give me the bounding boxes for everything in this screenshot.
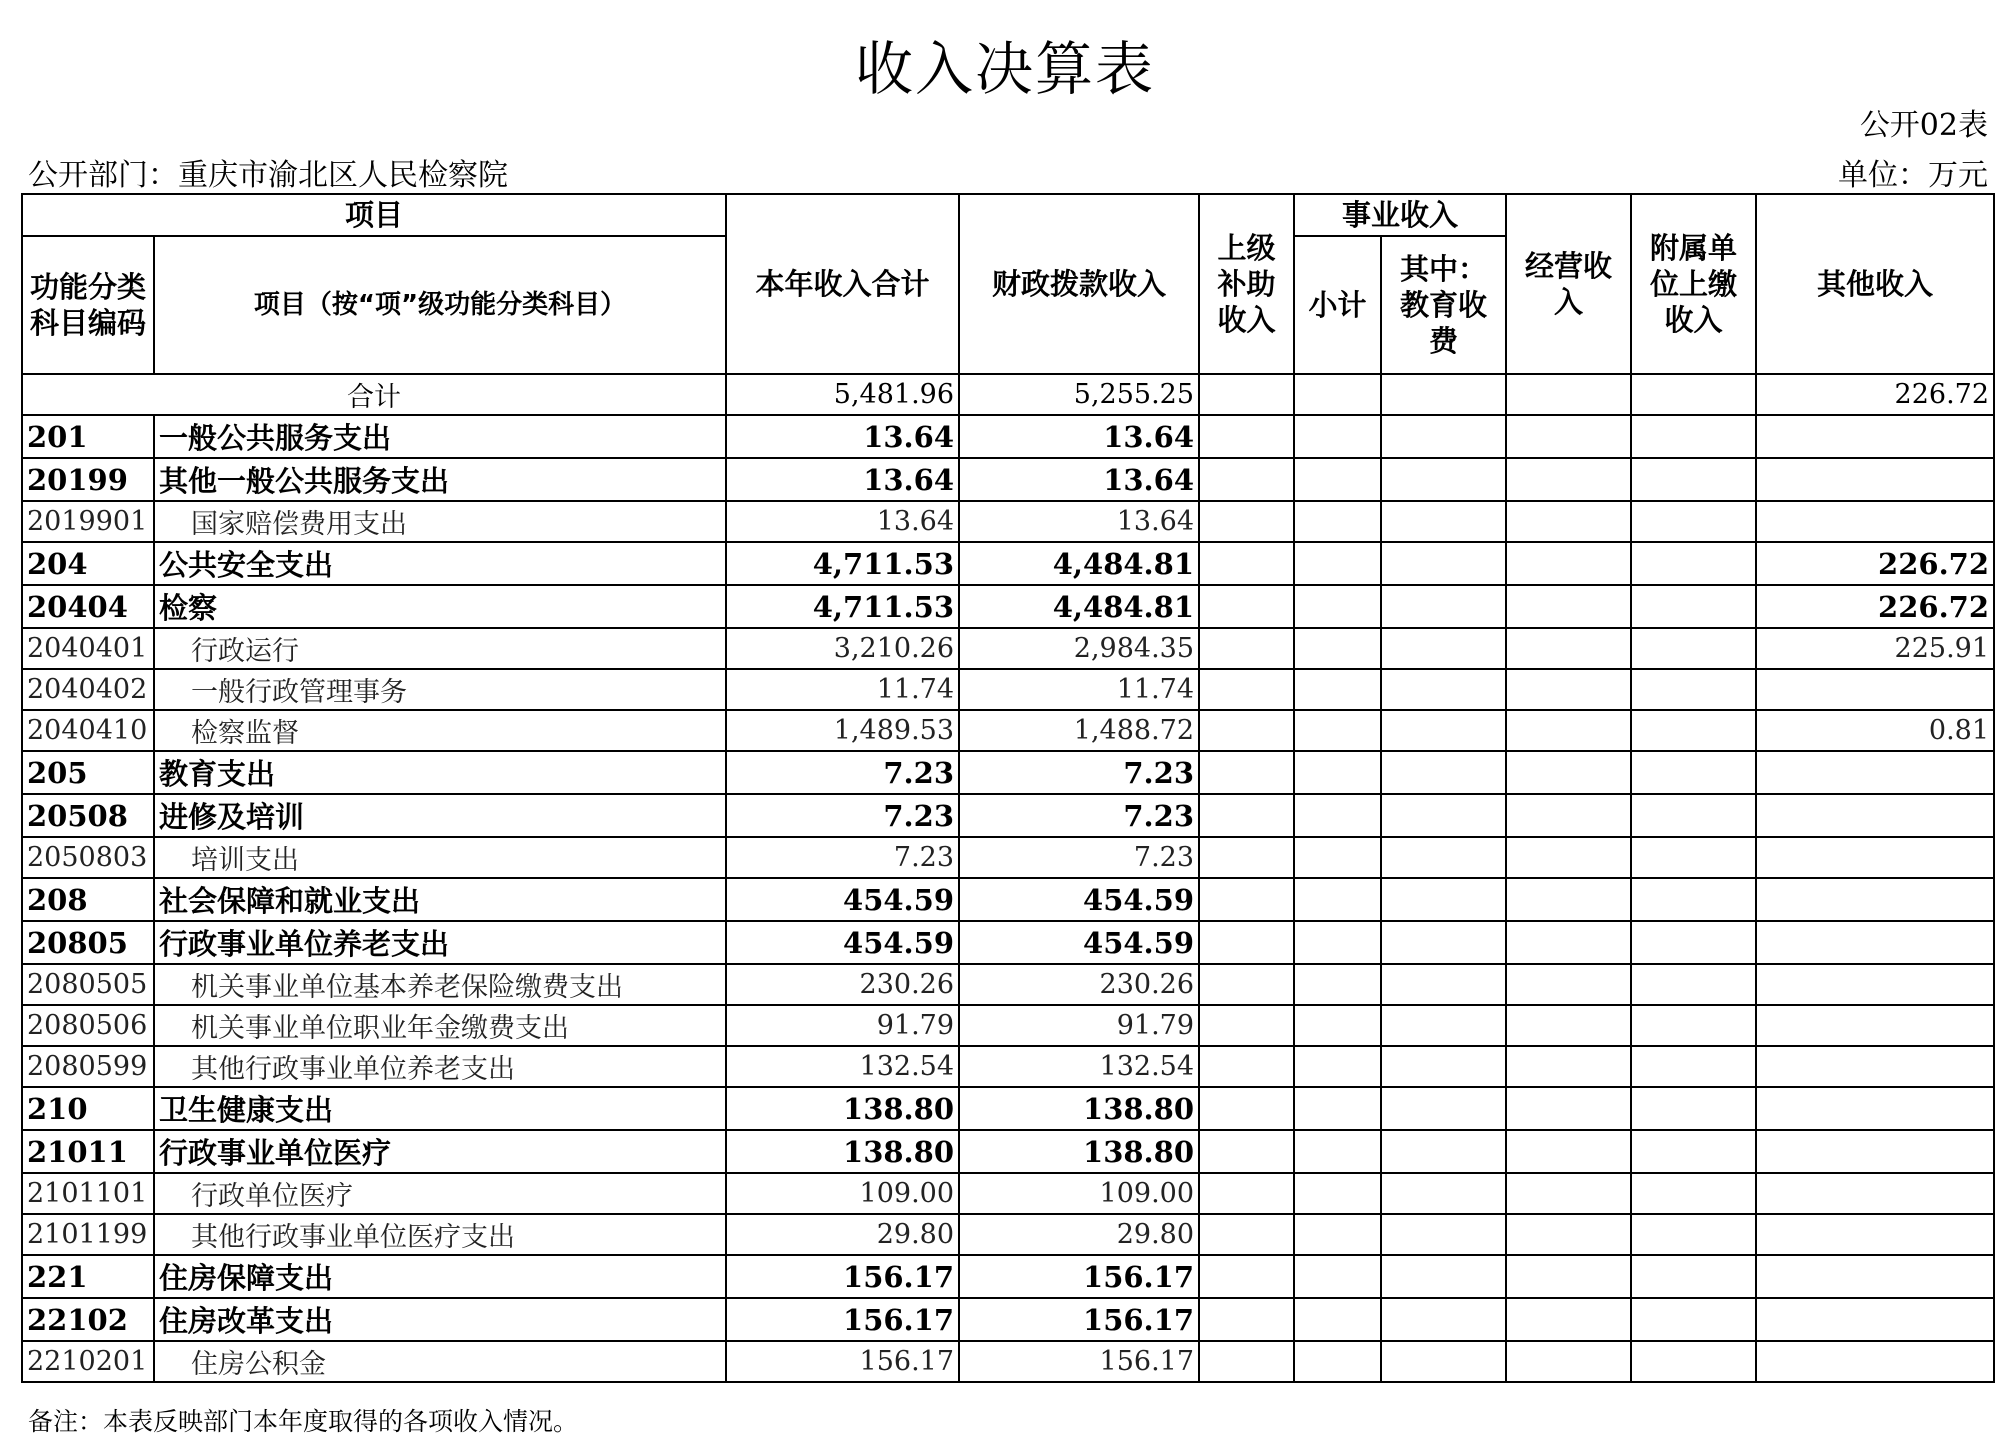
row-code: 21011	[22, 1130, 154, 1173]
row-education	[1381, 964, 1506, 1005]
row-superior	[1199, 751, 1294, 794]
row-affiliated	[1631, 794, 1756, 837]
table-row	[22, 458, 1994, 501]
row-subtotal	[1294, 628, 1381, 669]
row-other: 226.72	[1756, 585, 1994, 628]
row-code: 2050803	[22, 837, 154, 878]
table-row	[22, 837, 1994, 878]
row-affiliated	[1631, 878, 1756, 921]
row-subtotal	[1294, 921, 1381, 964]
table-row	[22, 1255, 1994, 1298]
row-subtotal	[1294, 710, 1381, 751]
row-education	[1381, 501, 1506, 542]
row-fiscal: 13.64	[959, 501, 1199, 542]
row-total: 7.23	[726, 751, 959, 794]
row-total: 138.80	[726, 1130, 959, 1173]
row-education	[1381, 669, 1506, 710]
row-fiscal: 13.64	[959, 458, 1199, 501]
total-affiliated	[1631, 374, 1756, 415]
row-subtotal	[1294, 837, 1381, 878]
table-row	[22, 1130, 1994, 1173]
row-subtotal	[1294, 1130, 1381, 1173]
row-subtotal	[1294, 878, 1381, 921]
row-other	[1756, 878, 1994, 921]
row-affiliated	[1631, 585, 1756, 628]
row-operating	[1506, 458, 1631, 501]
row-superior	[1199, 1130, 1294, 1173]
row-affiliated	[1631, 1087, 1756, 1130]
row-total: 454.59	[726, 878, 959, 921]
row-operating	[1506, 1005, 1631, 1046]
row-subtotal	[1294, 458, 1381, 501]
row-other	[1756, 1130, 1994, 1173]
row-total: 13.64	[726, 458, 959, 501]
row-affiliated	[1631, 669, 1756, 710]
row-name: 一般公共服务支出	[154, 415, 726, 458]
row-operating	[1506, 542, 1631, 585]
row-operating	[1506, 751, 1631, 794]
row-education	[1381, 837, 1506, 878]
table-row	[22, 878, 1994, 921]
row-code: 2040401	[22, 628, 154, 669]
table-row	[22, 628, 1994, 669]
row-fiscal: 7.23	[959, 794, 1199, 837]
row-name: 其他一般公共服务支出	[154, 458, 726, 501]
row-education	[1381, 542, 1506, 585]
row-name: 住房保障支出	[154, 1255, 726, 1298]
row-subtotal	[1294, 1214, 1381, 1255]
row-code: 208	[22, 878, 154, 921]
row-education	[1381, 751, 1506, 794]
table-row	[22, 1214, 1994, 1255]
row-name: 卫生健康支出	[154, 1087, 726, 1130]
row-name: 其他行政事业单位养老支出	[154, 1046, 726, 1087]
table-row	[22, 669, 1994, 710]
row-name: 培训支出	[154, 837, 726, 878]
row-superior	[1199, 501, 1294, 542]
row-fiscal: 29.80	[959, 1214, 1199, 1255]
header-operating: 经营收入	[1506, 194, 1631, 374]
table-row	[22, 1046, 1994, 1087]
total-education	[1381, 374, 1506, 415]
department-label: 公开部门：重庆市渝北区人民检察院	[28, 158, 508, 193]
table-row	[22, 415, 1994, 458]
row-total: 138.80	[726, 1087, 959, 1130]
row-name: 行政事业单位养老支出	[154, 921, 726, 964]
header-superior: 上级补助收入	[1199, 194, 1294, 374]
total-row	[22, 374, 1994, 415]
total-label: 合计	[22, 374, 726, 415]
row-other	[1756, 1255, 1994, 1298]
row-other	[1756, 794, 1994, 837]
row-other	[1756, 1046, 1994, 1087]
row-education	[1381, 1130, 1506, 1173]
row-code: 20508	[22, 794, 154, 837]
row-name: 公共安全支出	[154, 542, 726, 585]
row-fiscal: 156.17	[959, 1255, 1199, 1298]
table-row	[22, 1298, 1994, 1341]
row-code: 2080599	[22, 1046, 154, 1087]
row-fiscal: 109.00	[959, 1173, 1199, 1214]
row-education	[1381, 458, 1506, 501]
row-operating	[1506, 921, 1631, 964]
row-other: 225.91	[1756, 628, 1994, 669]
row-operating	[1506, 1046, 1631, 1087]
row-operating	[1506, 585, 1631, 628]
row-superior	[1199, 415, 1294, 458]
row-fiscal: 4,484.81	[959, 585, 1199, 628]
row-fiscal: 454.59	[959, 921, 1199, 964]
total-operating	[1506, 374, 1631, 415]
row-operating	[1506, 415, 1631, 458]
table-row	[22, 964, 1994, 1005]
row-name: 进修及培训	[154, 794, 726, 837]
row-subtotal	[1294, 542, 1381, 585]
row-code: 20199	[22, 458, 154, 501]
row-fiscal: 4,484.81	[959, 542, 1199, 585]
header-subtotal: 小计	[1294, 236, 1381, 374]
row-fiscal: 156.17	[959, 1298, 1199, 1341]
row-other	[1756, 458, 1994, 501]
row-fiscal: 138.80	[959, 1130, 1199, 1173]
row-operating	[1506, 837, 1631, 878]
row-subtotal	[1294, 501, 1381, 542]
row-name: 行政事业单位医疗	[154, 1130, 726, 1173]
row-other	[1756, 751, 1994, 794]
row-other	[1756, 501, 1994, 542]
row-code: 2101199	[22, 1214, 154, 1255]
row-affiliated	[1631, 751, 1756, 794]
total-amount: 5,481.96	[726, 374, 959, 415]
row-total: 132.54	[726, 1046, 959, 1087]
row-operating	[1506, 878, 1631, 921]
row-total: 1,489.53	[726, 710, 959, 751]
row-operating	[1506, 964, 1631, 1005]
row-name: 其他行政事业单位医疗支出	[154, 1214, 726, 1255]
row-code: 221	[22, 1255, 154, 1298]
header-project-group: 项目	[22, 194, 726, 236]
row-subtotal	[1294, 1005, 1381, 1046]
header-education: 其中：教育收费	[1381, 236, 1506, 374]
row-superior	[1199, 669, 1294, 710]
total-superior	[1199, 374, 1294, 415]
row-other	[1756, 669, 1994, 710]
row-subtotal	[1294, 964, 1381, 1005]
row-name: 一般行政管理事务	[154, 669, 726, 710]
row-total: 109.00	[726, 1173, 959, 1214]
row-name: 机关事业单位基本养老保险缴费支出	[154, 964, 726, 1005]
row-affiliated	[1631, 1130, 1756, 1173]
row-code: 2210201	[22, 1341, 154, 1382]
table-row	[22, 542, 1994, 585]
row-subtotal	[1294, 1298, 1381, 1341]
row-code: 205	[22, 751, 154, 794]
row-name: 国家赔偿费用支出	[154, 501, 726, 542]
row-superior	[1199, 1255, 1294, 1298]
row-other: 0.81	[1756, 710, 1994, 751]
row-subtotal	[1294, 585, 1381, 628]
row-superior	[1199, 1173, 1294, 1214]
table-row	[22, 1341, 1994, 1382]
row-other	[1756, 837, 1994, 878]
row-education	[1381, 1173, 1506, 1214]
row-fiscal: 7.23	[959, 837, 1199, 878]
row-superior	[1199, 1005, 1294, 1046]
header-total: 本年收入合计	[726, 194, 959, 374]
row-fiscal: 7.23	[959, 751, 1199, 794]
row-education	[1381, 794, 1506, 837]
row-total: 13.64	[726, 415, 959, 458]
row-education	[1381, 1005, 1506, 1046]
row-affiliated	[1631, 415, 1756, 458]
row-operating	[1506, 501, 1631, 542]
row-affiliated	[1631, 964, 1756, 1005]
row-name: 教育支出	[154, 751, 726, 794]
row-operating	[1506, 1255, 1631, 1298]
row-superior	[1199, 628, 1294, 669]
footer-note: 备注：本表反映部门本年度取得的各项收入情况。	[28, 1407, 579, 1436]
total-subtotal	[1294, 374, 1381, 415]
row-affiliated	[1631, 628, 1756, 669]
row-other: 226.72	[1756, 542, 1994, 585]
row-subtotal	[1294, 1173, 1381, 1214]
row-other	[1756, 1005, 1994, 1046]
header-business-group: 事业收入	[1294, 194, 1506, 236]
row-fiscal: 454.59	[959, 878, 1199, 921]
row-superior	[1199, 710, 1294, 751]
row-subtotal	[1294, 1046, 1381, 1087]
row-fiscal: 91.79	[959, 1005, 1199, 1046]
row-superior	[1199, 458, 1294, 501]
row-education	[1381, 1046, 1506, 1087]
row-affiliated	[1631, 921, 1756, 964]
row-affiliated	[1631, 1214, 1756, 1255]
row-fiscal: 11.74	[959, 669, 1199, 710]
income-table	[21, 193, 1995, 1383]
row-education	[1381, 585, 1506, 628]
row-operating	[1506, 669, 1631, 710]
row-code: 204	[22, 542, 154, 585]
table-row	[22, 1173, 1994, 1214]
row-subtotal	[1294, 1255, 1381, 1298]
table-row	[22, 1005, 1994, 1046]
page-title: 收入决算表	[854, 35, 1155, 103]
header-other: 其他收入	[1756, 194, 1994, 374]
row-code: 2101101	[22, 1173, 154, 1214]
row-superior	[1199, 837, 1294, 878]
row-superior	[1199, 921, 1294, 964]
row-total: 13.64	[726, 501, 959, 542]
table-row	[22, 710, 1994, 751]
row-total: 156.17	[726, 1255, 959, 1298]
row-fiscal: 132.54	[959, 1046, 1199, 1087]
row-subtotal	[1294, 794, 1381, 837]
row-affiliated	[1631, 837, 1756, 878]
row-code: 201	[22, 415, 154, 458]
row-total: 7.23	[726, 794, 959, 837]
row-code: 22102	[22, 1298, 154, 1341]
row-education	[1381, 1087, 1506, 1130]
header-name: 项目（按“项”级功能分类科目）	[154, 236, 726, 374]
table-row	[22, 794, 1994, 837]
row-total: 4,711.53	[726, 542, 959, 585]
row-total: 156.17	[726, 1341, 959, 1382]
row-operating	[1506, 1214, 1631, 1255]
table-row	[22, 1087, 1994, 1130]
row-total: 454.59	[726, 921, 959, 964]
row-name: 检察监督	[154, 710, 726, 751]
header-code: 功能分类科目编码	[22, 236, 154, 374]
row-code: 210	[22, 1087, 154, 1130]
row-total: 29.80	[726, 1214, 959, 1255]
row-code: 20805	[22, 921, 154, 964]
row-affiliated	[1631, 1173, 1756, 1214]
row-other	[1756, 1173, 1994, 1214]
row-affiliated	[1631, 458, 1756, 501]
total-other: 226.72	[1756, 374, 1994, 415]
row-fiscal: 156.17	[959, 1341, 1199, 1382]
table-row	[22, 501, 1994, 542]
row-education	[1381, 921, 1506, 964]
header-affiliated: 附属单位上缴收入	[1631, 194, 1756, 374]
row-education	[1381, 1298, 1506, 1341]
table-row	[22, 585, 1994, 628]
row-code: 2080505	[22, 964, 154, 1005]
row-superior	[1199, 878, 1294, 921]
row-superior	[1199, 1087, 1294, 1130]
row-affiliated	[1631, 542, 1756, 585]
row-education	[1381, 710, 1506, 751]
row-other	[1756, 964, 1994, 1005]
row-superior	[1199, 794, 1294, 837]
row-name: 检察	[154, 585, 726, 628]
row-name: 机关事业单位职业年金缴费支出	[154, 1005, 726, 1046]
row-affiliated	[1631, 710, 1756, 751]
row-code: 2019901	[22, 501, 154, 542]
row-subtotal	[1294, 1341, 1381, 1382]
row-other	[1756, 921, 1994, 964]
row-code: 2040410	[22, 710, 154, 751]
row-total: 230.26	[726, 964, 959, 1005]
row-education	[1381, 1214, 1506, 1255]
row-code: 20404	[22, 585, 154, 628]
row-affiliated	[1631, 1298, 1756, 1341]
row-affiliated	[1631, 1341, 1756, 1382]
row-affiliated	[1631, 501, 1756, 542]
row-superior	[1199, 1214, 1294, 1255]
row-education	[1381, 1341, 1506, 1382]
total-fiscal: 5,255.25	[959, 374, 1199, 415]
row-operating	[1506, 1173, 1631, 1214]
row-education	[1381, 878, 1506, 921]
row-fiscal: 138.80	[959, 1087, 1199, 1130]
row-superior	[1199, 585, 1294, 628]
row-name: 行政单位医疗	[154, 1173, 726, 1214]
row-other	[1756, 1214, 1994, 1255]
row-fiscal: 230.26	[959, 964, 1199, 1005]
row-code: 2080506	[22, 1005, 154, 1046]
row-affiliated	[1631, 1005, 1756, 1046]
row-total: 156.17	[726, 1298, 959, 1341]
row-operating	[1506, 1087, 1631, 1130]
row-subtotal	[1294, 669, 1381, 710]
row-operating	[1506, 1298, 1631, 1341]
row-name: 社会保障和就业支出	[154, 878, 726, 921]
row-other	[1756, 1298, 1994, 1341]
row-operating	[1506, 628, 1631, 669]
row-education	[1381, 628, 1506, 669]
unit-label: 单位：万元	[1838, 158, 1988, 193]
row-operating	[1506, 710, 1631, 751]
table-row	[22, 921, 1994, 964]
row-fiscal: 2,984.35	[959, 628, 1199, 669]
row-superior	[1199, 1298, 1294, 1341]
row-operating	[1506, 794, 1631, 837]
row-subtotal	[1294, 415, 1381, 458]
header-fiscal: 财政拨款收入	[959, 194, 1199, 374]
row-superior	[1199, 1046, 1294, 1087]
row-total: 7.23	[726, 837, 959, 878]
row-operating	[1506, 1130, 1631, 1173]
row-operating	[1506, 1341, 1631, 1382]
row-total: 4,711.53	[726, 585, 959, 628]
row-name: 住房公积金	[154, 1341, 726, 1382]
row-affiliated	[1631, 1255, 1756, 1298]
row-affiliated	[1631, 1046, 1756, 1087]
row-name: 行政运行	[154, 628, 726, 669]
row-education	[1381, 415, 1506, 458]
row-education	[1381, 1255, 1506, 1298]
row-superior	[1199, 1341, 1294, 1382]
row-total: 91.79	[726, 1005, 959, 1046]
row-total: 11.74	[726, 669, 959, 710]
row-code: 2040402	[22, 669, 154, 710]
row-fiscal: 13.64	[959, 415, 1199, 458]
row-total: 3,210.26	[726, 628, 959, 669]
row-other	[1756, 415, 1994, 458]
form-number: 公开02表	[1859, 108, 1988, 143]
row-fiscal: 1,488.72	[959, 710, 1199, 751]
row-other	[1756, 1341, 1994, 1382]
table-row	[22, 751, 1994, 794]
row-subtotal	[1294, 1087, 1381, 1130]
row-other	[1756, 1087, 1994, 1130]
row-subtotal	[1294, 751, 1381, 794]
row-superior	[1199, 542, 1294, 585]
row-name: 住房改革支出	[154, 1298, 726, 1341]
row-superior	[1199, 964, 1294, 1005]
